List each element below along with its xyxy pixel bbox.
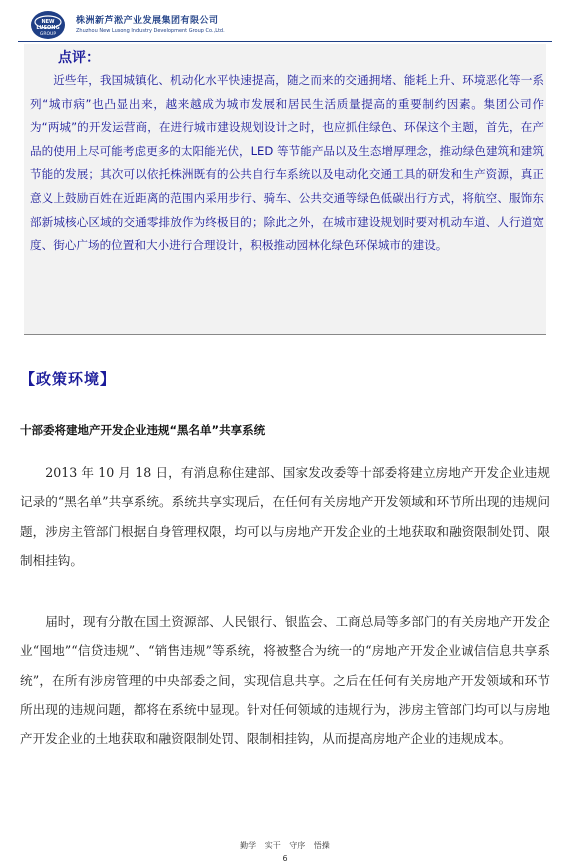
page-number: 6 xyxy=(282,854,288,863)
comment-text: 近些年，我国城镇化、机动化水平快速提高，随之而来的交通拥堵、能耗上升、环境恶化等一系列“城市病”也凸显出来，越来越成为城市发展和居民生活质量提高的重要制约因素。集团公司作为“两城”的开发运营商，在进行城市建设规划设计之时，也应抓住绿色、环保这个主题，首先，在产品的使用上尽可能考虑更多的太阳能光伏，LED 等节能产品以及生态增厚理念，推动绿色建筑和建筑节能的发展；其次可以依托株洲既有的公共自行车系统以及电动化交通工具的研发和生产资源，真正意义上鼓励百姓在近距离的范围内采用步行、骑车、公共交通等绿色低碳出行方式，将航空、服饰东部新城核心区域的交通零排放作为终极目的；除此之外，在城市建设规划时要对机动车道、人行道宽度、街心广场的位置和大小进行合理设计，积极推动园林化绿色环保城市的建设。 xyxy=(30,73,544,253)
company-name-en: Zhuzhou New Lusong Industry Development Group Co.,Ltd. xyxy=(76,28,225,34)
footer-slogan: 勤学 实干 守序 悟操 xyxy=(240,841,330,850)
company-name-cn: 株洲新芦淞产业发展集团有限公司 xyxy=(76,16,219,26)
article-title: 十部委将建地产开发企业违规“黑名单”共享系统 xyxy=(20,423,266,437)
article-paragraph: 届时，现有分散在国土资源部、人民银行、银监会、工商总局等多部门的有关房地产开发企业“囤地”“信贷违规”、“销售违规”等系统，将被整合为统一的“房地产开发企业诚信信息共享系统”，在所有涉房管理的中央部委之间，实现信息共享。之后在任何有关房地产开发领域和环节所出现的违规问题，都将在系统中显现。针对任何领域的违规行为，涉房主管部门均可以与房地产开发企业的土地获取和融资限制处罚、限制相挂钩，从而提高房地产企业的违规成本。 xyxy=(20,614,550,747)
svg-text:NEW: NEW xyxy=(41,19,55,25)
article-paragraph: 2013 年 10 月 18 日，有消息称住建部、国家发改委等十部委将建立房地产开发企业违规记录的“黑名单”共享系统。系统共享实现后，在任何有关房地产开发领域和环节所出现的违规问题，涉房主管部门根据自身管理权限，均可以与房地产开发企业的土地获取和融资限制处罚、限制相挂钩。 xyxy=(20,465,550,568)
page-header xyxy=(18,10,552,42)
svg-text:GROUP: GROUP xyxy=(39,32,57,37)
section-title: 【政策环境】 xyxy=(20,370,117,388)
comment-label: 点评： xyxy=(58,50,100,66)
company-name xyxy=(76,13,225,34)
svg-text:LUSONG: LUSONG xyxy=(36,25,60,31)
company-logo xyxy=(30,10,66,40)
header-divider xyxy=(18,41,552,42)
